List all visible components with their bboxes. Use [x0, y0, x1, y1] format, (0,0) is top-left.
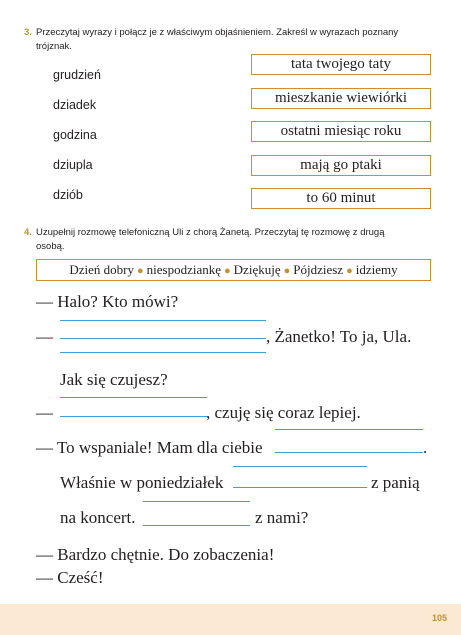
- bullet-dot-icon: ●: [346, 265, 353, 277]
- dialogue-line-5: — To wspaniale! Mam dla ciebie: [36, 438, 263, 457]
- answer-line[interactable]: [143, 501, 250, 502]
- dialogue-line-6-end: z panią: [371, 473, 420, 492]
- word-bank-item: Dzień dobry: [69, 262, 134, 277]
- dialogue-line-4-dash: —: [36, 403, 53, 422]
- task-4-instruction-line2: osobą.: [36, 241, 65, 252]
- answer-line[interactable]: [60, 320, 266, 321]
- dialogue-line-6: Właśnie w poniedziałek: [60, 473, 224, 492]
- page-footer-band: [0, 604, 461, 635]
- dialogue-line-1: — Halo? Kto mówi?: [36, 292, 179, 311]
- answer-line[interactable]: [275, 452, 423, 453]
- page-number: 105: [431, 613, 447, 623]
- dialogue-line-8: — Bardzo chętnie. Do zobaczenia!: [36, 545, 275, 564]
- answer-line[interactable]: [275, 429, 423, 430]
- bullet-dot-icon: ●: [283, 265, 291, 277]
- definition-box-3[interactable]: ostatni miesiąc roku: [251, 121, 431, 142]
- dialogue-line-3: Jak się czujesz?: [60, 370, 168, 389]
- definition-box-1[interactable]: tata twojego taty: [251, 54, 431, 75]
- word-bank: [36, 259, 431, 281]
- answer-line[interactable]: [233, 487, 367, 488]
- word-dziupla: dziupla: [53, 158, 93, 172]
- bullet-dot-icon: ●: [136, 265, 144, 277]
- word-bank-item: Pójdziesz: [293, 262, 344, 277]
- answer-line[interactable]: [60, 338, 266, 339]
- dialogue-line-2-dash: —: [36, 327, 53, 346]
- word-godzina: godzina: [53, 128, 97, 142]
- task-4-number: 4.: [24, 227, 32, 238]
- dialogue-line-7-end: z nami?: [255, 508, 309, 527]
- task-3-instruction-line2: trójznak.: [36, 41, 72, 52]
- dialogue-line-5-end: .: [423, 438, 428, 457]
- dialogue-line-4-text: , czuję się coraz lepiej.: [206, 403, 361, 422]
- word-dziob: dziób: [53, 188, 83, 202]
- dialogue-line-9: — Cześć!: [36, 568, 104, 587]
- bullet-dot-icon: ●: [224, 265, 231, 277]
- answer-line[interactable]: [233, 466, 367, 467]
- dialogue-line-7: na koncert.: [60, 508, 136, 527]
- definition-box-2[interactable]: mieszkanie wiewiórki: [251, 88, 431, 109]
- task-4-instruction-line1: Uzupełnij rozmowę telefoniczną Uli z chorą Żanetą. Przeczytaj tę rozmowę z drugą: [36, 227, 385, 238]
- answer-line[interactable]: [60, 416, 207, 417]
- task-3-instruction-line1: Przeczytaj wyrazy i połącz je z właściwym objaśnieniem. Zakreśl w wyrazach poznany: [36, 27, 399, 38]
- task-3-number: 3.: [24, 27, 32, 38]
- answer-line[interactable]: [60, 397, 207, 398]
- answer-line[interactable]: [60, 352, 266, 353]
- word-bank-item: Dziękuję: [233, 262, 281, 277]
- definition-box-5[interactable]: to 60 minut: [251, 188, 431, 209]
- answer-line[interactable]: [143, 525, 250, 526]
- word-bank-item: niespodziankę: [146, 262, 222, 277]
- word-bank-item: idziemy: [355, 262, 398, 277]
- word-dziadek: dziadek: [53, 98, 97, 112]
- dialogue-line-2-text: , Żanetko! To ja, Ula.: [266, 327, 412, 346]
- word-grudzien: grudzień: [53, 68, 101, 82]
- definition-box-4[interactable]: mają go ptaki: [251, 155, 431, 176]
